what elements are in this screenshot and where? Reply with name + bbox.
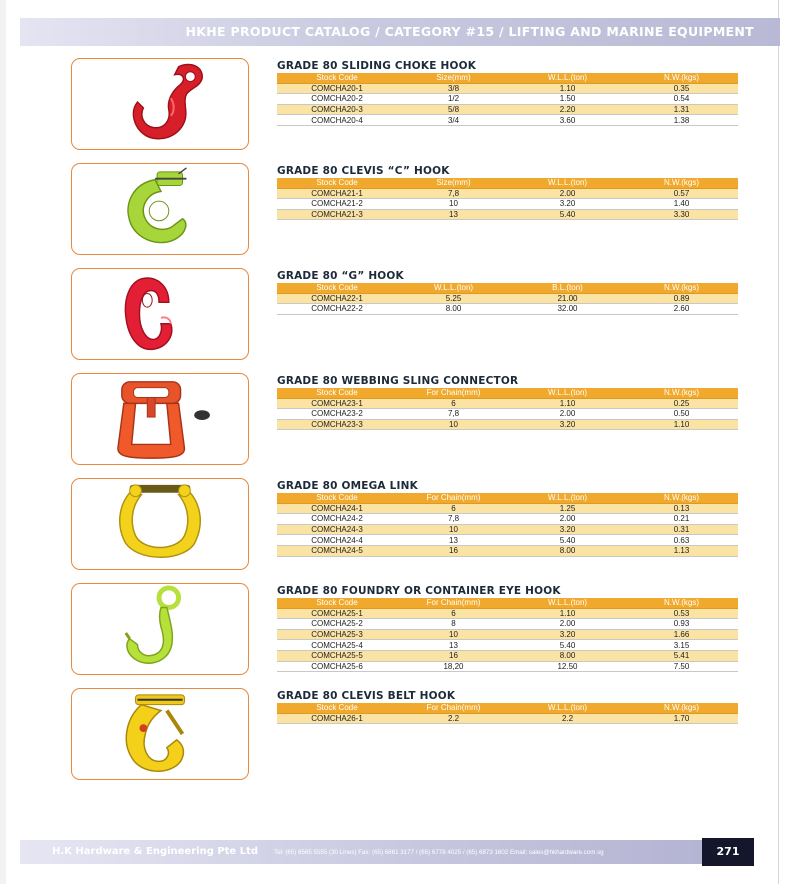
table-cell: COMCHA22-1: [277, 293, 397, 304]
product-title: GRADE 80 WEBBING SLING CONNECTOR: [277, 375, 519, 387]
column-header: For Chain(mm): [397, 703, 510, 713]
table-cell: 1.10: [510, 608, 625, 619]
table-header-row: [277, 178, 738, 188]
table-cell: 1.70: [625, 713, 738, 724]
table-cell: 6: [397, 398, 510, 409]
column-header: N.W.(kgs): [625, 703, 738, 713]
column-header: Stock Code: [277, 283, 397, 293]
table-cell: COMCHA25-2: [277, 619, 397, 630]
column-header: W.L.L.(ton): [510, 73, 625, 83]
table-cell: COMCHA26-1: [277, 713, 397, 724]
table-cell: COMCHA20-3: [277, 104, 397, 115]
table-cell: COMCHA24-2: [277, 514, 397, 525]
column-header: Size(mm): [397, 178, 510, 188]
table-row: [277, 94, 738, 105]
table-cell: COMCHA22-2: [277, 304, 397, 315]
table-row: [277, 608, 738, 619]
table-cell: 2.20: [510, 104, 625, 115]
catalog-header-title: HKHE PRODUCT CATALOG / CATEGORY #15 / LIFTING AND MARINE EQUIPMENT: [185, 24, 754, 39]
table-cell: 8: [397, 619, 510, 630]
table-cell: COMCHA24-5: [277, 545, 397, 556]
table-cell: 8.00: [397, 304, 510, 315]
table-cell: 3/4: [397, 115, 510, 126]
table-cell: 2.00: [510, 188, 625, 199]
table-header-row: [277, 388, 738, 398]
spec-table: [277, 703, 738, 724]
red-sliding-choke-hook-icon: [72, 59, 248, 149]
table-cell: COMCHA25-4: [277, 640, 397, 651]
green-foundry-eye-hook-icon: [72, 584, 248, 674]
spec-table: [277, 388, 738, 430]
table-cell: COMCHA20-1: [277, 83, 397, 94]
column-header: For Chain(mm): [397, 598, 510, 608]
column-header: N.W.(kgs): [625, 283, 738, 293]
column-header: Stock Code: [277, 73, 397, 83]
spec-table: [277, 283, 738, 315]
product-title: GRADE 80 OMEGA LINK: [277, 480, 418, 492]
table-cell: 1.25: [510, 503, 625, 514]
product-image-frame: [71, 478, 249, 570]
catalog-header-bar: [20, 18, 780, 46]
table-row: [277, 514, 738, 525]
column-header: W.L.L.(ton): [510, 598, 625, 608]
column-header: W.L.L.(ton): [397, 283, 510, 293]
table-cell: 13: [397, 640, 510, 651]
table-row: [277, 535, 738, 546]
column-header: For Chain(mm): [397, 493, 510, 503]
table-cell: 12.50: [510, 661, 625, 672]
table-header-row: [277, 703, 738, 713]
product-section-g-hook: [0, 268, 800, 372]
column-header: Size(mm): [397, 73, 510, 83]
product-image-frame: [71, 163, 249, 255]
table-cell: 1.13: [625, 545, 738, 556]
spec-table: [277, 178, 738, 220]
table-cell: COMCHA24-4: [277, 535, 397, 546]
table-cell: 7,8: [397, 188, 510, 199]
orange-webbing-connector-icon: [72, 374, 248, 464]
table-cell: 16: [397, 545, 510, 556]
table-row: [277, 209, 738, 220]
table-row: [277, 661, 738, 672]
product-title: GRADE 80 “G” HOOK: [277, 270, 404, 282]
table-cell: 1.10: [510, 83, 625, 94]
table-cell: 3.30: [625, 209, 738, 220]
table-cell: COMCHA21-1: [277, 188, 397, 199]
column-header: W.L.L.(ton): [510, 388, 625, 398]
table-cell: 10: [397, 629, 510, 640]
table-cell: 2.2: [510, 713, 625, 724]
product-image-frame: [71, 373, 249, 465]
table-cell: 0.21: [625, 514, 738, 525]
table-cell: 3.20: [510, 199, 625, 210]
table-cell: 3.20: [510, 524, 625, 535]
table-header-row: [277, 493, 738, 503]
table-cell: 0.93: [625, 619, 738, 630]
table-cell: 1.10: [510, 398, 625, 409]
column-header: W.L.L.(ton): [510, 703, 625, 713]
column-header: Stock Code: [277, 493, 397, 503]
column-header: Stock Code: [277, 703, 397, 713]
product-title: GRADE 80 FOUNDRY OR CONTAINER EYE HOOK: [277, 585, 561, 597]
table-cell: 0.50: [625, 409, 738, 420]
table-cell: 6: [397, 503, 510, 514]
table-cell: 0.57: [625, 188, 738, 199]
table-cell: COMCHA25-5: [277, 650, 397, 661]
table-cell: 1/2: [397, 94, 510, 105]
product-title: GRADE 80 SLIDING CHOKE HOOK: [277, 60, 477, 72]
table-row: [277, 503, 738, 514]
table-cell: COMCHA23-2: [277, 409, 397, 420]
column-header: B.L.(ton): [510, 283, 625, 293]
yellow-omega-link-icon: [72, 479, 248, 569]
table-cell: 1.38: [625, 115, 738, 126]
table-cell: 1.10: [625, 419, 738, 430]
table-cell: COMCHA25-1: [277, 608, 397, 619]
table-cell: 3.20: [510, 629, 625, 640]
table-header-row: [277, 73, 738, 83]
table-cell: 5/8: [397, 104, 510, 115]
table-cell: 5.40: [510, 535, 625, 546]
table-cell: 3/8: [397, 83, 510, 94]
table-cell: 13: [397, 535, 510, 546]
column-header: Stock Code: [277, 388, 397, 398]
product-section-omega-link: [0, 478, 800, 582]
table-cell: COMCHA24-1: [277, 503, 397, 514]
table-cell: 5.25: [397, 293, 510, 304]
table-cell: 2.2: [397, 713, 510, 724]
table-row: [277, 545, 738, 556]
table-row: [277, 713, 738, 724]
table-cell: 0.13: [625, 503, 738, 514]
table-cell: 2.60: [625, 304, 738, 315]
product-section-clevis-belt-hook: [0, 688, 800, 792]
table-row: [277, 409, 738, 420]
green-clevis-c-hook-icon: [72, 164, 248, 254]
table-row: [277, 650, 738, 661]
column-header: N.W.(kgs): [625, 388, 738, 398]
table-cell: 7.50: [625, 661, 738, 672]
table-cell: 3.60: [510, 115, 625, 126]
table-row: [277, 293, 738, 304]
product-image-frame: [71, 268, 249, 360]
spec-table: [277, 493, 738, 557]
table-cell: 5.40: [510, 640, 625, 651]
table-cell: 8.00: [510, 545, 625, 556]
column-header: For Chain(mm): [397, 388, 510, 398]
table-cell: 7,8: [397, 409, 510, 420]
red-g-hook-icon: [72, 269, 248, 359]
product-title: GRADE 80 CLEVIS “C” HOOK: [277, 165, 450, 177]
page-number: 271: [716, 845, 740, 858]
column-header: W.L.L.(ton): [510, 493, 625, 503]
column-header: N.W.(kgs): [625, 598, 738, 608]
table-row: [277, 83, 738, 94]
table-cell: COMCHA20-2: [277, 94, 397, 105]
table-cell: 5.40: [510, 209, 625, 220]
yellow-clevis-belt-hook-icon: [72, 689, 248, 779]
table-row: [277, 115, 738, 126]
footer-company-name: H.K Hardware & Engineering Pte Ltd: [52, 846, 259, 857]
table-row: [277, 629, 738, 640]
table-cell: 16: [397, 650, 510, 661]
table-cell: 1.66: [625, 629, 738, 640]
table-cell: 32.00: [510, 304, 625, 315]
table-cell: 7,8: [397, 514, 510, 525]
table-row: [277, 619, 738, 630]
table-cell: COMCHA23-3: [277, 419, 397, 430]
product-section-sliding-choke-hook: [0, 58, 800, 162]
column-header: N.W.(kgs): [625, 493, 738, 503]
column-header: Stock Code: [277, 178, 397, 188]
table-cell: 1.50: [510, 94, 625, 105]
table-cell: 0.89: [625, 293, 738, 304]
product-section-clevis-c-hook: [0, 163, 800, 267]
table-cell: COMCHA23-1: [277, 398, 397, 409]
product-title: GRADE 80 CLEVIS BELT HOOK: [277, 690, 456, 702]
table-cell: 10: [397, 524, 510, 535]
table-cell: 0.53: [625, 608, 738, 619]
product-image-frame: [71, 58, 249, 150]
table-row: [277, 524, 738, 535]
product-section-webbing-sling-connector: [0, 373, 800, 477]
table-cell: 10: [397, 199, 510, 210]
table-row: [277, 419, 738, 430]
table-cell: COMCHA25-3: [277, 629, 397, 640]
table-cell: 13: [397, 209, 510, 220]
product-image-frame: [71, 688, 249, 780]
spec-table: [277, 73, 738, 126]
table-cell: 6: [397, 608, 510, 619]
table-row: [277, 398, 738, 409]
table-cell: 1.40: [625, 199, 738, 210]
table-cell: 2.00: [510, 409, 625, 420]
table-cell: COMCHA21-3: [277, 209, 397, 220]
table-header-row: [277, 598, 738, 608]
table-cell: 3.15: [625, 640, 738, 651]
table-cell: 0.25: [625, 398, 738, 409]
footer-contact-info: Tel: (65) 6565 5555 (30 Lines) Fax: (65) 6861 3177 / (65) 6778 4025 / (65) 6873 1602 Email: sales@hkhardware.com.sg: [274, 849, 604, 856]
table-row: [277, 640, 738, 651]
table-cell: COMCHA24-3: [277, 524, 397, 535]
table-cell: 0.54: [625, 94, 738, 105]
table-cell: 5.41: [625, 650, 738, 661]
table-cell: 8.00: [510, 650, 625, 661]
table-cell: 1.31: [625, 104, 738, 115]
table-row: [277, 104, 738, 115]
table-row: [277, 304, 738, 315]
table-cell: 2.00: [510, 619, 625, 630]
table-row: [277, 199, 738, 210]
product-image-frame: [71, 583, 249, 675]
table-cell: 18,20: [397, 661, 510, 672]
table-row: [277, 188, 738, 199]
table-cell: COMCHA20-4: [277, 115, 397, 126]
table-cell: COMCHA21-2: [277, 199, 397, 210]
column-header: N.W.(kgs): [625, 73, 738, 83]
column-header: Stock Code: [277, 598, 397, 608]
table-cell: 0.31: [625, 524, 738, 535]
table-header-row: [277, 283, 738, 293]
table-cell: 0.63: [625, 535, 738, 546]
table-cell: 10: [397, 419, 510, 430]
product-section-foundry-eye-hook: [0, 583, 800, 687]
spec-table: [277, 598, 738, 672]
table-cell: 3.20: [510, 419, 625, 430]
table-cell: COMCHA25-6: [277, 661, 397, 672]
table-cell: 21.00: [510, 293, 625, 304]
table-cell: 0.35: [625, 83, 738, 94]
table-cell: 2.00: [510, 514, 625, 525]
column-header: N.W.(kgs): [625, 178, 738, 188]
column-header: W.L.L.(ton): [510, 178, 625, 188]
